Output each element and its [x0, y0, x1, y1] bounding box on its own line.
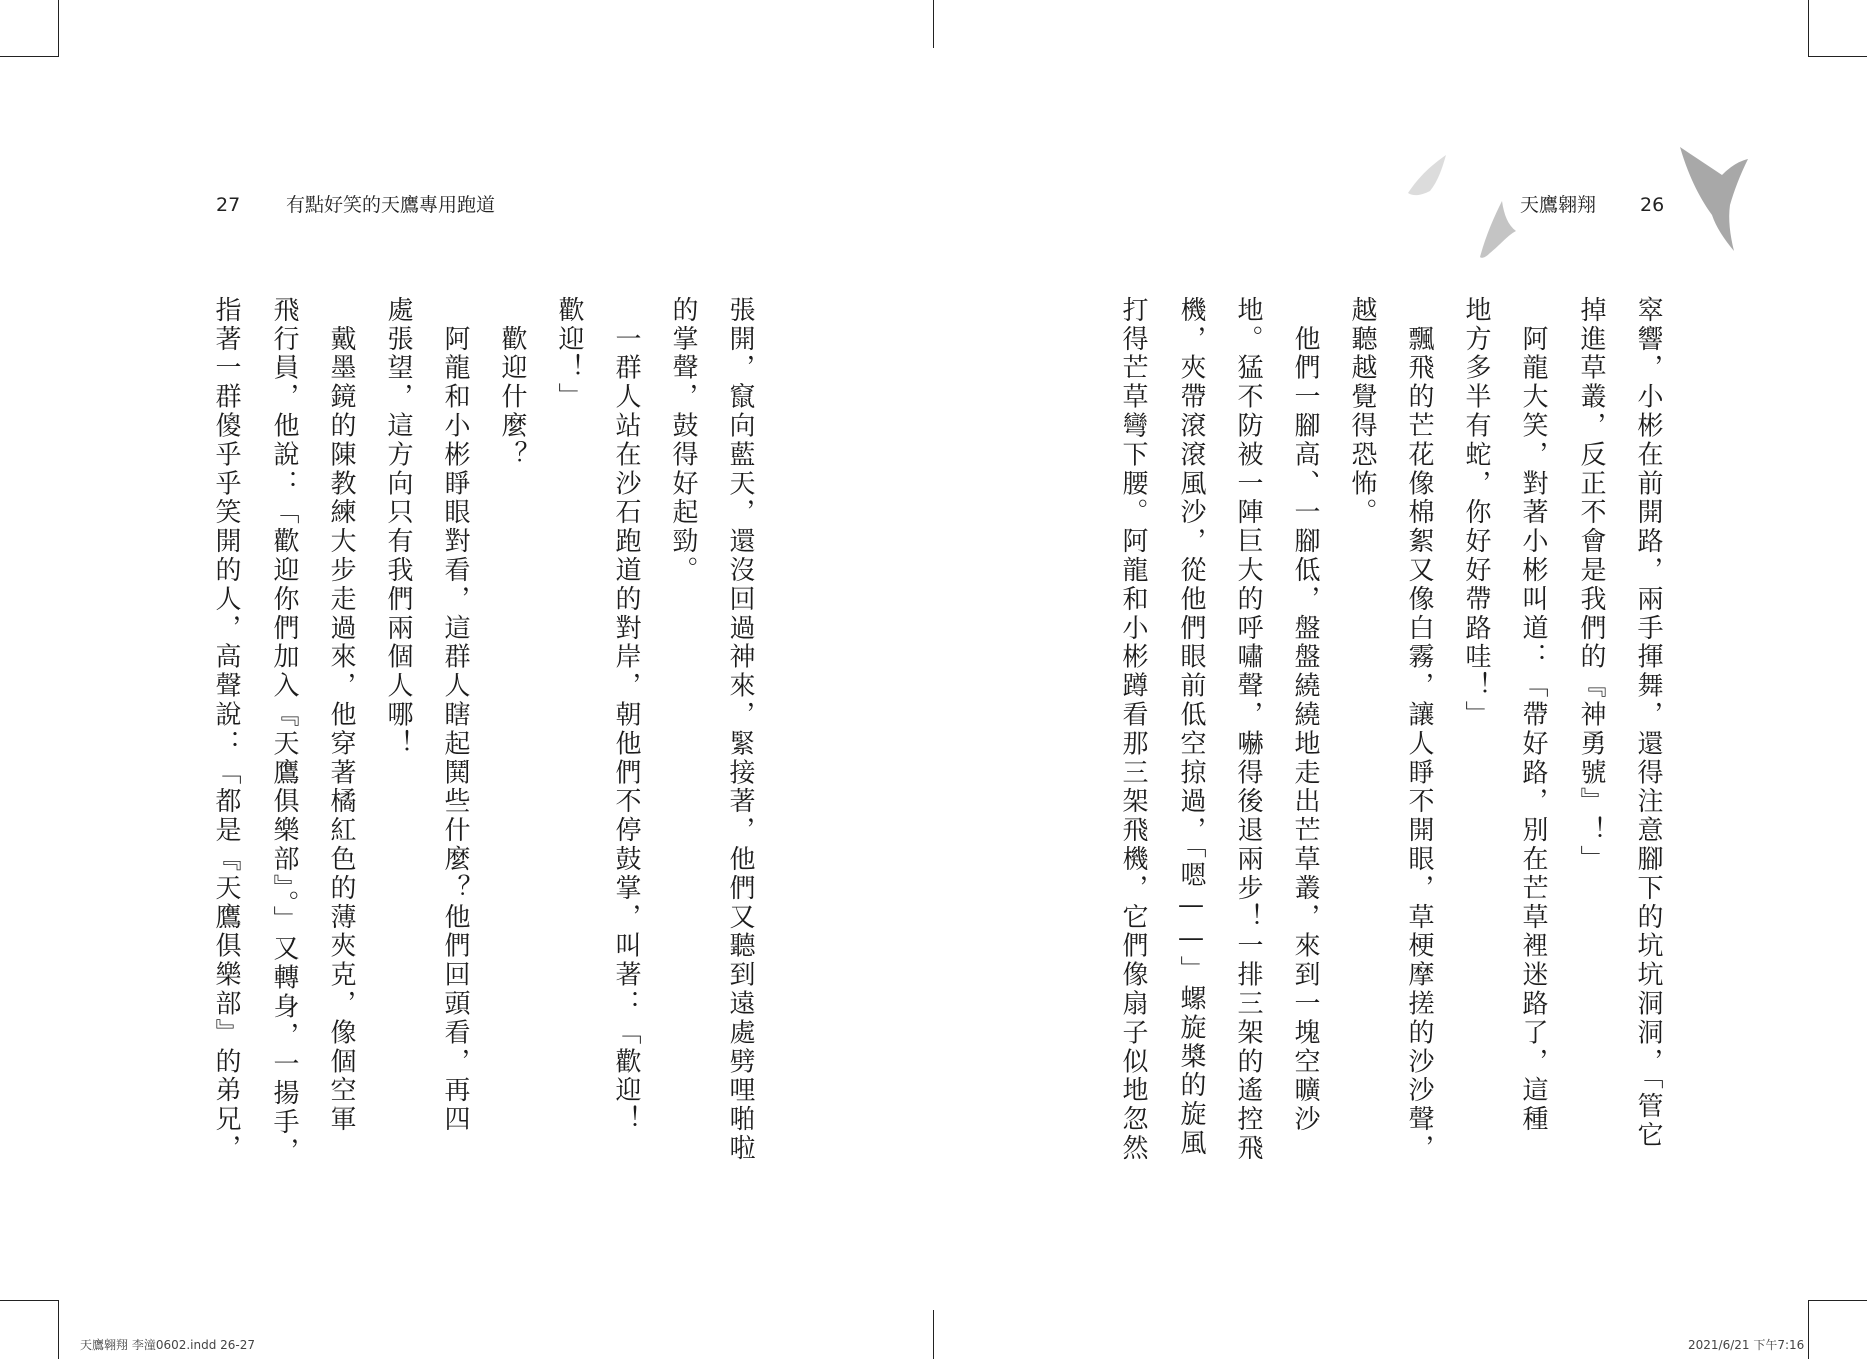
right-page-line-5: 飄飛的芒花像棉絮又像白霧，讓人睜不開眼，草梗摩搓的沙沙聲， — [1404, 296, 1434, 1163]
right-page-number: 26 — [1640, 194, 1665, 216]
left-page-line-8: 戴墨鏡的陳教練大步走過來，他穿著橘紅色的薄夾克，像個空軍 — [326, 296, 356, 1135]
left-running-title: 有點好笑的天鷹專用跑道 — [286, 194, 496, 216]
left-page-line-4: 歡迎！」 — [554, 296, 584, 412]
crop-mark-icon — [1808, 1300, 1867, 1301]
left-page-line-9: 飛行員，他說：「歡迎你們加入『天鷹俱樂部』。」又轉身，一揚手， — [269, 296, 299, 1166]
right-page-line-6: 越聽越覺得恐怖。 — [1347, 296, 1377, 528]
eagle-silhouette-icon — [1390, 135, 1750, 260]
crop-mark-icon — [1808, 0, 1809, 57]
left-page-line-6: 阿龍和小彬睜眼對看，這群人瞎起鬨些什麼？他們回頭看，再四 — [440, 296, 470, 1135]
right-page-line-7: 他們一腳高、一腳低，盤盤繞繞地走出芒草叢，來到一塊空曠沙 — [1290, 296, 1320, 1135]
left-page-line-5: 歡迎什麼？ — [497, 296, 527, 470]
left-page-line-10: 指著一群傻乎乎笑開的人，高聲說：「都是『天鷹俱樂部』的弟兄， — [211, 296, 241, 1163]
right-page-line-8: 地。猛不防被一陣巨大的呼嘯聲，嚇得後退兩步！一排三架的遙控飛 — [1233, 296, 1263, 1163]
right-running-title: 天鷹翱翔 — [1520, 194, 1597, 216]
slug-datetime: 2021/6/21 下午7:16 — [1688, 1338, 1805, 1352]
right-page-line-9: 機，夾帶滾滾風沙，從他們眼前低空掠過，「嗯——」螺旋槳的旋風 — [1176, 296, 1206, 1158]
right-page-line-2: 掉進草叢，反正不會是我們的『神勇號』！」 — [1576, 296, 1606, 874]
left-page-number: 27 — [216, 194, 241, 216]
left-page-line-7: 處張望，這方向只有我們兩個人哪！ — [383, 296, 413, 759]
crop-mark-icon — [0, 56, 58, 57]
crop-mark-icon — [58, 1300, 59, 1359]
right-page-line-3: 阿龍大笑，對著小彬叫道：「帶好路，別在芒草裡迷路了，這種 — [1518, 296, 1548, 1135]
right-page-line-4: 地方多半有蛇，你好好帶路哇！」 — [1461, 296, 1491, 730]
left-page-line-3: 一群人站在沙石跑道的對岸，朝他們不停鼓掌，叫著：「歡迎！ — [611, 296, 641, 1135]
left-page-line-2: 的掌聲，鼓得好起勁。 — [668, 296, 698, 585]
crop-mark-icon — [933, 1310, 934, 1359]
crop-mark-icon — [1808, 56, 1867, 57]
crop-mark-icon — [0, 1300, 58, 1301]
crop-mark-icon — [933, 0, 934, 48]
crop-mark-icon — [58, 0, 59, 57]
right-page-line-10: 打得芒草彎下腰。阿龍和小彬蹲看那三架飛機，它們像扇子似地忽然 — [1118, 296, 1148, 1163]
slug-file-name: 天鷹翱翔 李潼0602.indd 26-27 — [80, 1338, 256, 1352]
left-page-line-1: 張開，竄向藍天，還沒回過神來，緊接著，他們又聽到遠處劈哩啪啦 — [725, 296, 755, 1163]
crop-mark-icon — [1808, 1300, 1809, 1359]
right-page-line-1: 窣響，小彬在前開路，兩手揮舞，還得注意腳下的坑坑洞洞，「管它 — [1633, 296, 1663, 1150]
